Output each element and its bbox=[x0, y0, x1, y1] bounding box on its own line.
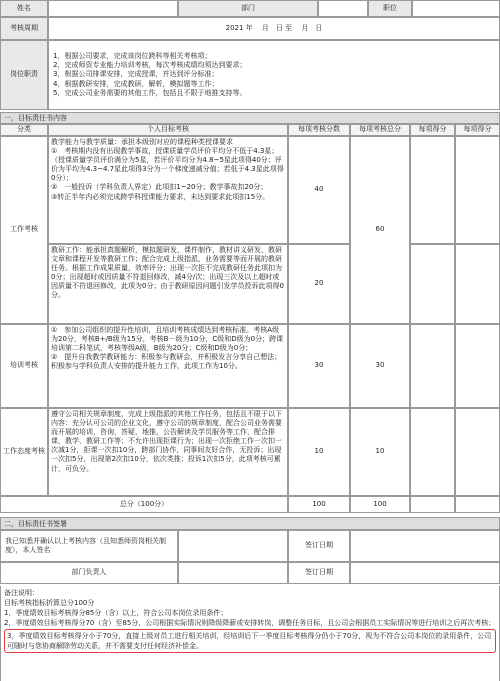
duty-list bbox=[48, 40, 500, 110]
total-sum: 100 bbox=[350, 496, 410, 513]
work-teaching-got-2[interactable] bbox=[455, 136, 500, 244]
training-content: ① 参加公司组织的提升性培训，且培训考核成绩达到考核标准。考核A级为20分，考核B+/B级为15分，考核B－级为10分，C级和D级为0分；跨课培训第二科笔试，考核等级A级，B级为20分；C级和D级为0分； ② 提升自我教学教研能力：积极参与教研会，并积极发言分享自己想法；积极参与学科负责人安排的提升能力工作，此项工作为10分。 bbox=[48, 324, 288, 408]
period-label: 考核周期 bbox=[0, 17, 48, 40]
position-value[interactable] bbox=[412, 0, 500, 17]
category-work: 工作考核 bbox=[0, 136, 48, 324]
col-target: 个人目标考核 bbox=[48, 124, 288, 136]
training-score: 30 bbox=[288, 324, 350, 408]
duty-item: 3，根据公司排课安排，完成授课，并达到评分标准； bbox=[53, 70, 219, 79]
attitude-got[interactable] bbox=[410, 408, 455, 496]
attitude-content: 遵守公司相关规章制度，完成上级指派的其他工作任务，包括且不限于以下内容：充分认可公司的企业文化，遵守公司的规章制度，配合公司业务需要而开展的培训，咨询，答疑，地推，公告解读及学员服务等工作，配合排课，教学，教研工作等；不允许出现拒课行为；出现一次拒绝工作一次扣一次减1分，拒课一次扣10分，跨部门协作，同事间友好合作，无投诉；出现一次扣5分，出现第2次扣10分，依次类推；投诉1次扣5分，此项考核可累计，可负分。 bbox=[48, 408, 288, 496]
duty-item: 4，根据教研安排，完成教研，解析，模拟题等工作； bbox=[53, 79, 219, 88]
sign-date-value[interactable] bbox=[350, 530, 500, 562]
section2-title: 二，目标责任书签署 bbox=[0, 517, 500, 530]
total-got-2[interactable] bbox=[455, 496, 500, 513]
notes-line: 1，季度绩效目标考核得分85分（含）以上，符合公司本岗位录用条件； bbox=[4, 609, 228, 618]
work-research-got-2[interactable] bbox=[455, 244, 500, 324]
name-label: 姓名 bbox=[0, 0, 48, 17]
work-research-got[interactable] bbox=[410, 244, 455, 324]
training-total: 30 bbox=[350, 324, 410, 408]
category-attitude: 工作态度考核 bbox=[0, 408, 48, 496]
sign-date-value-2[interactable] bbox=[350, 562, 500, 584]
work-research-content: 教研工作：能承担真题解析，模拟题研发，课件制作，教材讲义研发，教研文章和课程开发等教研工作；配合完成上级指派，业务需要等而开展的教研任务。根据工作成果质量，效率评分；出现一次拒不完成教研任务此项扣为0分；出现超时或因质量不符退回修改，减4分/次；出现三次及以上超时或因质量不符退回修改，此项为0分；由于教研原因问题引发学员投诉此项得0分。 bbox=[48, 244, 288, 324]
duty-item: 5，完成公司业务需要的其他工作，包括且不限于地推支持等。 bbox=[53, 88, 247, 97]
attitude-total: 10 bbox=[350, 408, 410, 496]
position-label: 职位 bbox=[368, 0, 412, 17]
col-item-total: 每项考核总分 bbox=[350, 124, 410, 136]
sign-date-label-2: 签订日期 bbox=[288, 562, 350, 584]
notes-highlight: 3，季度绩效目标考核得分小于70分，直接上级对员工进行相关培训，经培训后下一季度目标考核得分仍小于70分，视为不符合公司本岗位的录用条件，公司可随时与您协商解除劳动关系，并不需要支付任何经济补偿金。 bbox=[4, 629, 496, 653]
notes-line: 2，季度绩效目标考核得分70（含）至85分，公司根据实际情况则降级降薪或安排转岗，调整任务目标，且公司会根据员工实际情况等进行培训之后再次考核； bbox=[4, 619, 496, 628]
dept-head-label: 部门负责人 bbox=[0, 562, 178, 584]
work-total: 60 bbox=[350, 136, 410, 324]
sign-date-label: 签订日期 bbox=[288, 530, 350, 562]
total-got[interactable] bbox=[410, 496, 455, 513]
dept-label: 部门 bbox=[178, 0, 318, 17]
duty-item: 1，根据公司要求，完成该岗位跨科等相关考核项； bbox=[53, 52, 212, 61]
work-teaching-got[interactable] bbox=[410, 136, 455, 244]
work-research-score: 20 bbox=[288, 244, 350, 324]
dept-head-signature[interactable] bbox=[178, 562, 288, 584]
col-item-score: 每项考核分数 bbox=[288, 124, 350, 136]
section1-title: 一，目标责任书内容 bbox=[0, 112, 500, 124]
category-training: 培训考核 bbox=[0, 324, 48, 408]
notes-title: 备注说明： bbox=[4, 589, 39, 597]
employee-signature[interactable] bbox=[178, 530, 288, 562]
attitude-got-2[interactable] bbox=[455, 408, 500, 496]
training-got[interactable] bbox=[410, 324, 455, 408]
duty-label: 岗位职责 bbox=[0, 40, 48, 110]
confirm-text: 我已知悉并确认以上考核内容（且知悉师资岗相关制度），本人签名 bbox=[0, 530, 178, 562]
training-got-2[interactable] bbox=[455, 324, 500, 408]
total-score: 100 bbox=[288, 496, 350, 513]
notes-line: 目标考核指标折算总分100分 bbox=[4, 599, 95, 608]
name-value[interactable] bbox=[48, 0, 178, 17]
work-teaching-content: 教学能力与教学质量：承担本级别对应的课程种类授课要求 ① 考核期内没有出现教学事故，授课质量学员评价平均分不低于4.3星；（授课质量学员评价满分为5星，若评价平均分为4.8~5星此项得40分；评价为平均为4.3~4.7星此项得3分为一个梯度递减分值；若低于4.3星此项得0分）； ② 一般投诉（学科负责人界定）此项扣1~20分；教学事故扣20分； ③转正半年内必须完成跨学科授课能力要求，未达到要求此项扣15分。 bbox=[48, 136, 288, 244]
col-item-got: 每项得分 bbox=[410, 124, 455, 136]
work-teaching-score: 40 bbox=[288, 136, 350, 244]
col-category: 分类 bbox=[0, 124, 48, 136]
notes-block bbox=[0, 586, 500, 681]
dept-value[interactable] bbox=[318, 0, 368, 17]
period-value[interactable]: 2021 年 月 日 至 月 日 bbox=[48, 17, 500, 40]
total-label: 总分（100分） bbox=[0, 496, 288, 513]
col-item-got-2: 每项得分 bbox=[455, 124, 500, 136]
attitude-score: 10 bbox=[288, 408, 350, 496]
duty-item: 2，完成师资专业能力培训考核，每次考核成绩均须达到要求； bbox=[53, 61, 247, 70]
